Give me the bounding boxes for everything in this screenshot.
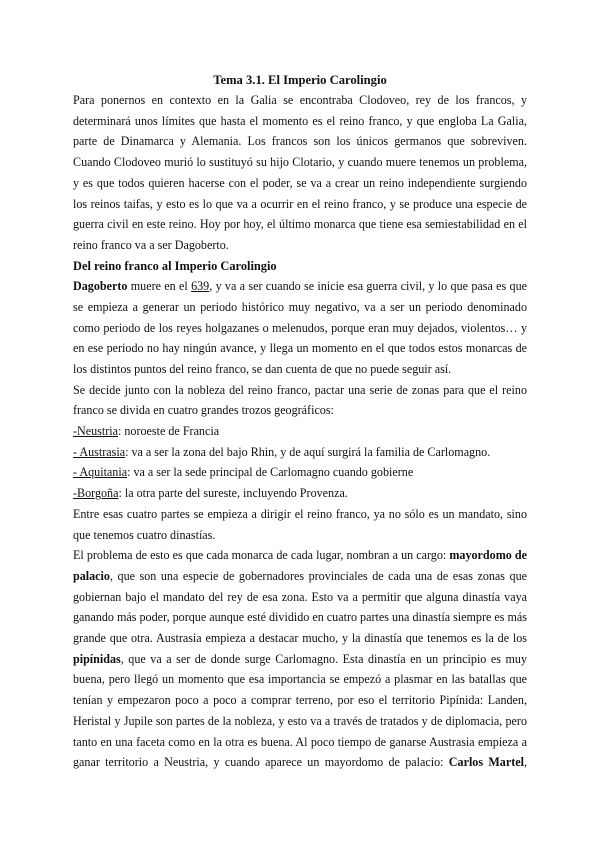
region-borgona (73, 483, 527, 504)
paragraph-division: Se decide junto con la nobleza del reino franco, pactar una serie de zonas para que el reino franco se divida en cuatro grandes trozos geográficos: (73, 382, 527, 418)
text-mayordomo-c: , que va a ser de donde surge Carlomagno. Esta dinastía en un principio es muy buena, pero llegó un momento que esa importancia se empezó a plasmar en las batallas que tenían y empezaron poco a poco a comprar terreno, por eso el territorio Pipínida: Landen, Heristal y Jupile son partes de la nobleza, y esto va a través de tratados y de diplomacia, pero tanto en una faceta como en la otra es buena. Al poco tiempo de ganarse Austrasia empieza a ganar territorio a Neustria, y cuando aparece un mayordomo de palacio: (73, 651, 527, 770)
bold-mayordomo-de-palacio: mayordomo de palacio (73, 548, 528, 583)
paragraph-mayordomo (73, 545, 527, 773)
text-mayordomo-a: El problema de esto es que cada monarca de cada lugar, nombran a un cargo: (73, 548, 450, 563)
document-body (73, 70, 527, 773)
year-link: 639 (191, 279, 210, 294)
document-title: Tema 3.1. El Imperio Carolingio (213, 73, 387, 87)
region-name: - Austrasia (73, 444, 126, 459)
region-desc: : va a ser la zona del bajo Rhin, y de aquí surgirá la familia de Carlomagno. (125, 444, 491, 459)
region-name: - Aquitania (73, 465, 128, 480)
region-name: -Borgoña (73, 486, 119, 501)
bold-dagoberto: Dagoberto (73, 279, 128, 294)
text-dagoberto-rest: , y va a ser cuando se inicie esa guerra civil, y lo que pasa es que se empieza a generar un periodo histórico muy negativo, va a ser un periodo denominado como periodo de los reyes holgazanes o melenudos, porque eran muy dejados, violentos… y en ese periodo no hay ningún avance, y llega un momento en el que todos estos monarcas de los distintos puntos del reino franco, se dan cuenta de que no puede seguir así. (73, 279, 527, 376)
region-neustria (73, 421, 527, 442)
text-pre-year: muere en el (127, 279, 192, 294)
region-desc: : noroeste de Francia (118, 424, 220, 439)
intro-paragraph: Para ponernos en contexto en la Galia se encontraba Clodoveo, rey de los francos, y determinará unos límites que hasta el momento es el reino franco, y que engloba La Galia, parte de Dinamarca y Alemania. Los francos son los únicos germanos que sobreviven. Cuando Clodoveo murió lo sustituyó su hijo Clotario, y cuando muere tenemos un problema, y es que todos quieren hacerse con el poder, se va a crear un reino independiente surgiendo los reinos taifas, y esto es lo que va a ocurrir en el reino franco, y se produce una especie de guerra civil en este reino. Hoy por hoy, el último monarca que tiene esa semiestabilidad en el reino franco va a ser Dagoberto. (73, 93, 527, 252)
bold-pipinidas: pipínidas (73, 651, 121, 666)
text-mayordomo-b: , que son una especie de gobernadores provinciales de cada una de esas zonas que gobiernan bajo el mandato del rey de esa zona. Esto va a permitir que alguna dinastía vaya ganando más poder, porque aunque esté dividido en cuatro partes una dinastía siempre es más grande que otra. Austrasia empieza a destacar mucho, y la dinastía que tenemos es la de los (73, 568, 527, 646)
region-aquitania (73, 462, 527, 483)
region-desc: : la otra parte del sureste, incluyendo Provenza. (118, 486, 348, 501)
text-mayordomo-d: , (523, 755, 527, 770)
section-heading: Del reino franco al Imperio Carolingio (73, 258, 277, 273)
region-name: -Neustria (73, 424, 118, 439)
paragraph-dagoberto (73, 276, 527, 380)
region-austrasia (73, 442, 527, 463)
paragraph-four-dynasties: Entre esas cuatro partes se empieza a dirigir el reino franco, ya no sólo es un mandato, sino que tenemos cuatro dinastías. (73, 506, 527, 542)
region-desc: : va a ser la sede principal de Carlomagno cuando gobierne (127, 465, 414, 480)
bold-carlos-martel: Carlos Martel (448, 755, 524, 770)
